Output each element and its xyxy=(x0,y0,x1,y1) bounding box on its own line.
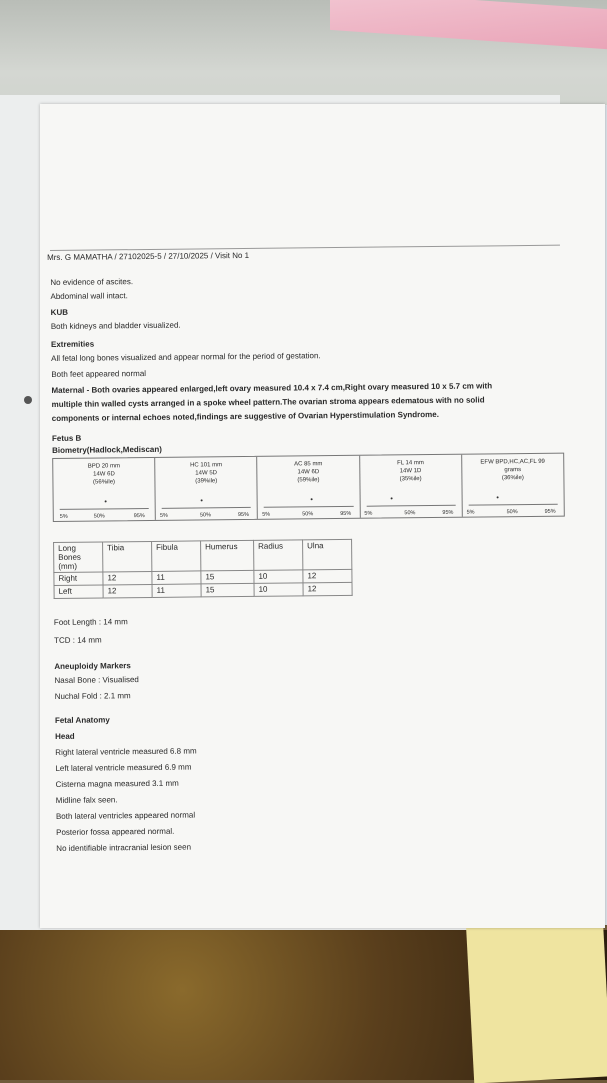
table-cell: 12 xyxy=(303,582,352,596)
anatomy-item: Both lateral ventricles appeared normal xyxy=(55,810,196,821)
table-cell: Left xyxy=(54,585,103,599)
biometry-label: AC 85 mm xyxy=(294,461,323,468)
percentile-marker xyxy=(496,496,498,498)
foot-length: Foot Length : 14 mm xyxy=(53,617,128,627)
percentile-scale xyxy=(469,504,558,506)
biometry-label: EFW BPD,HC,AC,FL 99 xyxy=(480,458,545,466)
extremities-text: All fetal long bones visualized and appear normal for the period of gestation. xyxy=(51,351,321,363)
scale-mid: 50% xyxy=(93,513,105,520)
scale-mid: 50% xyxy=(506,509,518,516)
biometry-age: 14W 5D xyxy=(195,470,218,477)
fetus-heading: Fetus B xyxy=(51,433,82,443)
patient-header: Mrs. G MAMATHA / 27102025-5 / 27/10/2025 / Visit No 1 xyxy=(47,250,250,263)
binder-hole-icon xyxy=(24,396,32,404)
table-header-cell: Fibula xyxy=(152,541,201,572)
nasal-bone: Nasal Bone : Visualised xyxy=(54,675,139,685)
biometry-age: 14W 6D xyxy=(297,469,320,476)
table-row xyxy=(54,582,352,598)
kub-heading: KUB xyxy=(50,307,69,317)
table-header-cell: Long Bones (mm) xyxy=(54,542,103,573)
extremities-heading: Extremities xyxy=(50,339,95,349)
anatomy-item: No identifiable intracranial lesion seen xyxy=(56,842,192,853)
long-bones-table xyxy=(53,539,353,599)
biometry-cell xyxy=(155,457,258,520)
table-cell: 11 xyxy=(152,571,201,585)
biometry-table xyxy=(52,453,565,522)
scale-low: 5% xyxy=(466,509,475,516)
percentile-scale xyxy=(162,507,251,509)
kub-text: Both kidneys and bladder visualized. xyxy=(50,320,181,331)
table-cell: 15 xyxy=(201,570,254,584)
nuchal-fold: Nuchal Fold : 2.1 mm xyxy=(54,691,131,701)
biometry-age: grams xyxy=(504,467,522,474)
tcd-measure: TCD : 14 mm xyxy=(54,635,102,645)
biometry-label: BPD 20 mm xyxy=(87,463,121,470)
table-header-cell: Tibia xyxy=(103,541,152,572)
scale-low: 5% xyxy=(262,511,271,518)
scale-high: 95% xyxy=(133,513,145,520)
anatomy-item: Left lateral ventricle measured 6.9 mm xyxy=(55,762,192,773)
percentile-marker xyxy=(105,500,107,502)
percentile-marker xyxy=(201,499,203,501)
table-cell: 11 xyxy=(152,584,201,598)
table-cell: 12 xyxy=(303,569,352,583)
ascites-line: No evidence of ascites. xyxy=(50,277,134,287)
biometry-percentile: (39%ile) xyxy=(195,478,218,485)
table-row xyxy=(54,539,352,572)
table-cell: 10 xyxy=(254,570,303,584)
scale-low: 5% xyxy=(159,512,168,519)
yellow-notepad xyxy=(466,917,607,1083)
head-subheading: Head xyxy=(55,731,75,741)
maternal-line-3: components or internal echoes noted,findings are suggestive of Ovarian Hyperstimulation Syndrome. xyxy=(51,409,439,423)
anatomy-item: Cisterna magna measured 3.1 mm xyxy=(55,778,179,789)
percentile-marker xyxy=(311,498,313,500)
biometry-percentile: (56%ile) xyxy=(93,479,116,486)
percentile-scale xyxy=(264,506,353,508)
anatomy-heading: Fetal Anatomy xyxy=(54,715,110,725)
biometry-percentile: (35%ile) xyxy=(399,476,422,483)
biometry-cell xyxy=(53,458,156,521)
scale-mid: 50% xyxy=(199,512,212,519)
table-cell: 10 xyxy=(254,583,303,597)
table-header-cell: Ulna xyxy=(303,539,352,570)
feet-line: Both feet appeared normal xyxy=(51,369,147,379)
percentile-scale xyxy=(60,508,149,510)
scale-low: 5% xyxy=(59,513,68,520)
biometry-label: HC 101 mm xyxy=(190,462,223,469)
biometry-label: FL 14 mm xyxy=(397,460,424,467)
biometry-heading: Biometry(Hadlock,Mediscan) xyxy=(52,444,162,455)
scale-high: 95% xyxy=(340,510,352,517)
table-cell: Right xyxy=(54,572,103,586)
scale-mid: 50% xyxy=(302,511,314,518)
abdominal-line: Abdominal wall intact. xyxy=(50,291,128,301)
maternal-line-2: multiple thin walled cysts arranged in a spoke wheel pattern.The ovarian stroma appears edematous with no solid xyxy=(51,395,485,409)
biometry-percentile: (59%ile) xyxy=(297,477,320,484)
biometry-age: 14W 1D xyxy=(399,468,422,475)
biometry-age: 14W 6D xyxy=(93,471,115,478)
maternal-line-1: Maternal - Both ovaries appeared enlarged,left ovary measured 10.4 x 7.4 cm,Right ovary measured 10 x 5.7 cm with xyxy=(51,381,493,395)
table-header-cell: Humerus xyxy=(201,540,254,571)
table-cell: 12 xyxy=(103,584,152,598)
table-header-cell: Radius xyxy=(254,540,303,571)
anatomy-item: Midline falx seen. xyxy=(55,795,118,805)
biometry-cell xyxy=(360,455,463,518)
percentile-marker xyxy=(390,497,392,499)
scale-mid: 50% xyxy=(404,510,416,517)
aneuploidy-heading: Aneuploidy Markers xyxy=(54,661,131,671)
table-cell: 15 xyxy=(201,583,254,597)
scale-high: 95% xyxy=(237,511,250,519)
table-cell: 12 xyxy=(103,571,152,585)
scale-high: 95% xyxy=(442,509,454,516)
scale-low: 5% xyxy=(364,510,373,517)
biometry-cell xyxy=(258,456,361,519)
percentile-scale xyxy=(366,505,455,507)
biometry-cell xyxy=(462,454,564,517)
biometry-percentile: (36%ile) xyxy=(501,475,524,482)
anatomy-item: Posterior fossa appeared normal. xyxy=(56,826,175,837)
scale-high: 95% xyxy=(544,508,556,515)
anatomy-item: Right lateral ventricle measured 6.8 mm xyxy=(55,746,197,757)
